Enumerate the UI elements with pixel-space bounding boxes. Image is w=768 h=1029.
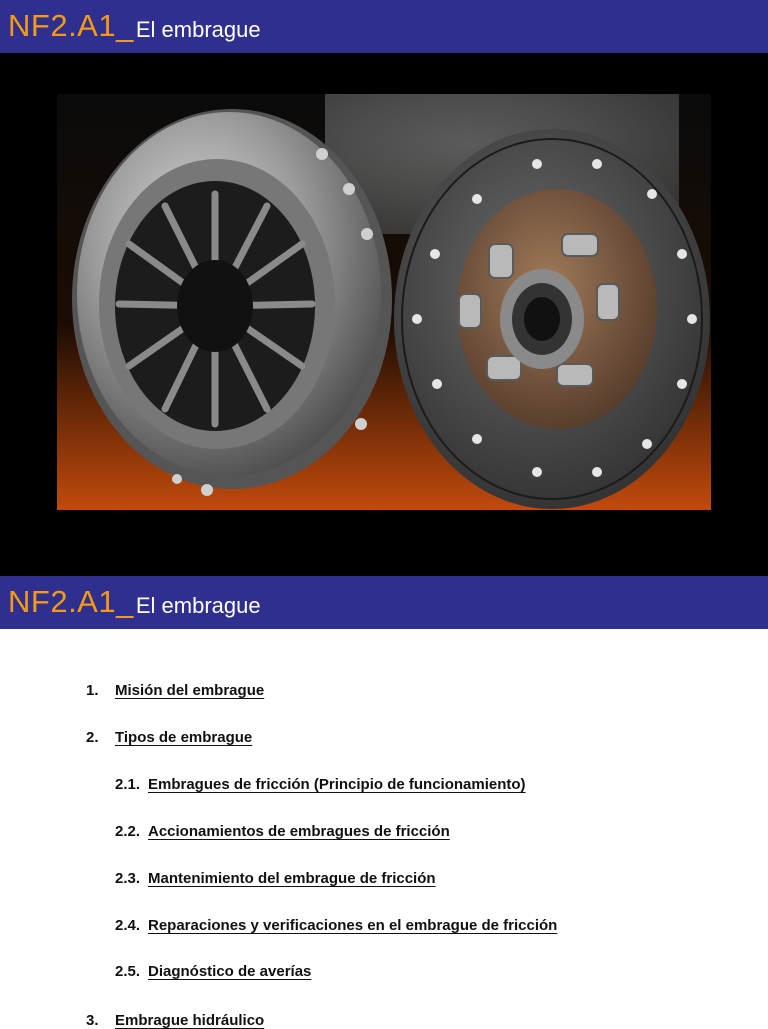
slide-title: El embrague [135,593,261,618]
toc-item [86,1012,264,1029]
clutch-photo [57,94,711,510]
toc-link-mantenimiento[interactable]: Mantenimiento del embrague de fricción [148,870,436,887]
toc-item [115,917,557,934]
clutch-disc [394,129,710,509]
toc-item [115,776,526,793]
toc-link-accionamientos[interactable]: Accionamientos de embragues de fricción [148,823,450,840]
toc-number: 2.1. [115,776,141,793]
toc-number: 2.3. [115,870,141,887]
clutch-illustration [57,94,711,510]
toc-item [115,870,436,887]
slide-1-header [0,0,768,53]
toc-item [86,682,264,699]
toc-link-tipos[interactable]: Tipos de embrague [115,729,253,746]
toc-number: 2. [86,729,99,746]
toc-item [115,963,311,980]
toc-number: 1. [86,682,99,699]
toc-link-reparaciones[interactable]: Reparaciones y verificaciones en el embrague de fricción [148,917,558,934]
toc-number: 2.2. [115,823,141,840]
toc-number: 3. [86,1012,99,1029]
slide-title: El embrague [135,17,261,42]
slide-code: NF2.A1_ [8,8,134,43]
toc-link-diagnostico[interactable]: Diagnóstico de averías [148,963,312,980]
slide-2-header [0,576,768,629]
toc-link-mision[interactable]: Misión del embrague [115,682,265,699]
slide-2 [0,576,768,1029]
toc-number: 2.4. [115,917,141,934]
toc-number: 2.5. [115,963,141,980]
toc-item [86,729,252,746]
slide-code: NF2.A1_ [8,584,134,619]
toc-link-friccion[interactable]: Embragues de fricción (Principio de funcionamiento) [148,776,526,793]
toc-item [115,823,450,840]
toc-link-hidraulico[interactable]: Embrague hidráulico [115,1012,265,1029]
